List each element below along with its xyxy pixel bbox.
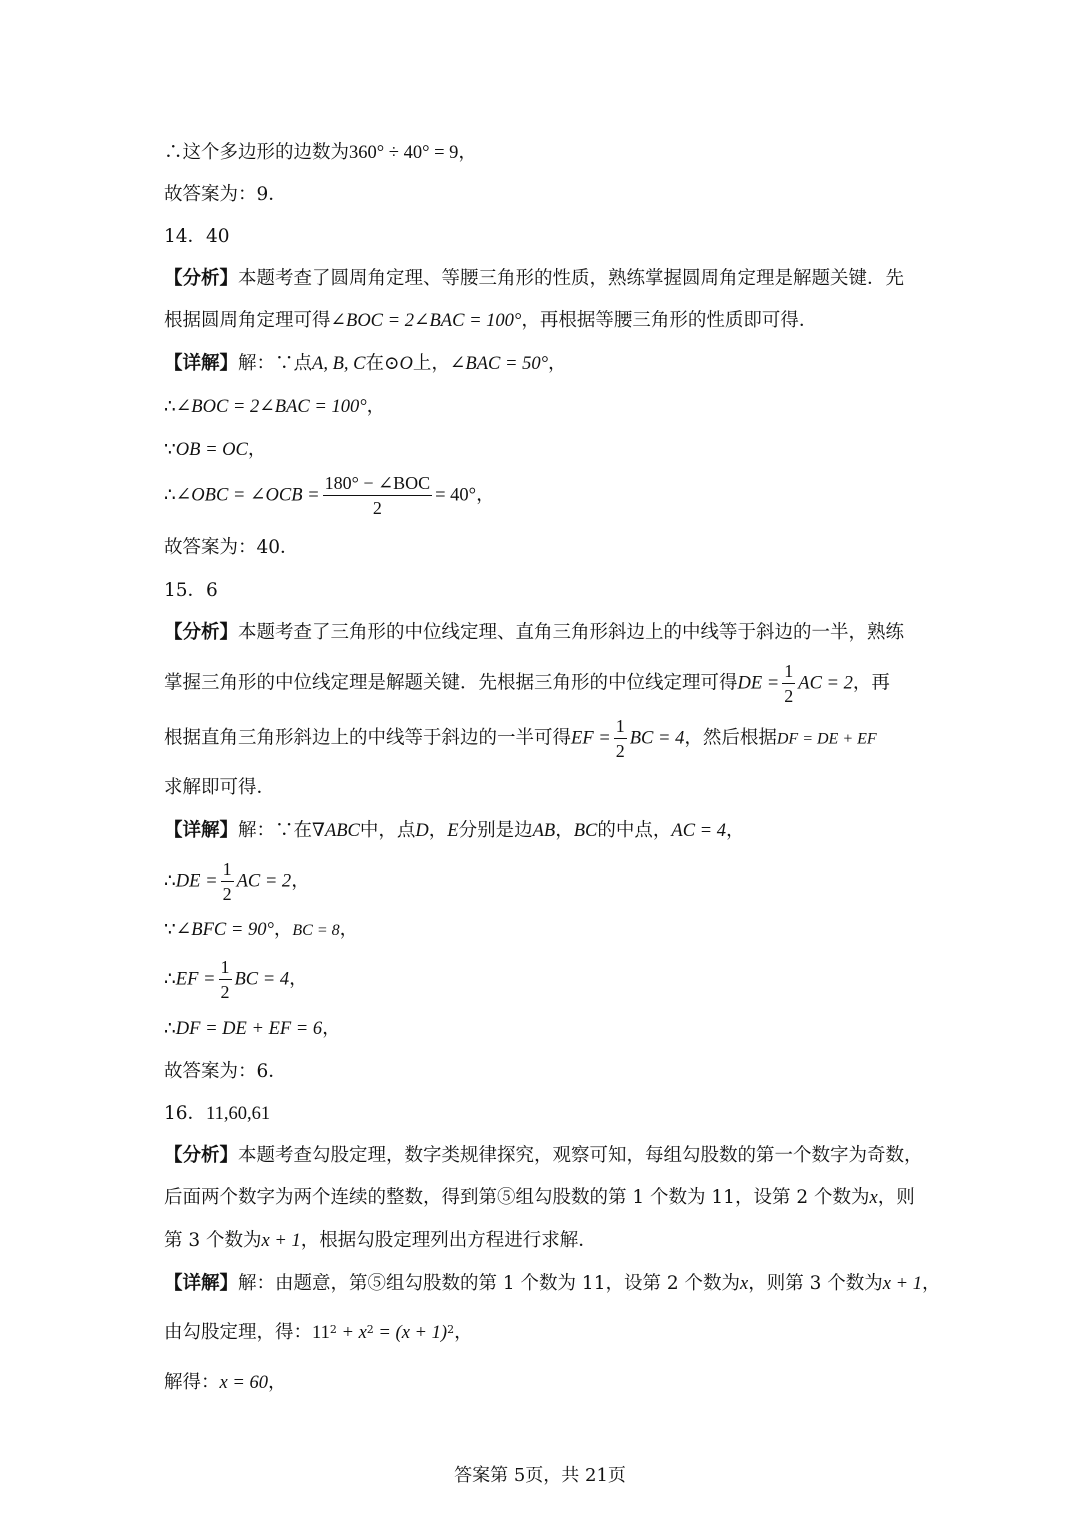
superscript: 2 <box>447 1323 455 1336</box>
analysis-16-line-2 <box>164 1185 924 1211</box>
math: ∠BFC = 90° <box>175 920 274 940</box>
detail-15-line-1 <box>164 818 924 844</box>
math: ⊙O <box>384 354 413 374</box>
text: ， <box>267 1372 287 1393</box>
text: 16． <box>164 1103 207 1124</box>
detail-16-line-1 <box>164 1271 941 1297</box>
text: ， <box>476 484 495 506</box>
math: = (x + 1) <box>373 1323 448 1343</box>
text: ， <box>454 1322 473 1343</box>
text: ， <box>366 396 386 417</box>
math: x + 1 <box>261 1231 301 1251</box>
text: ， <box>547 353 567 374</box>
text: ， <box>289 968 308 990</box>
detail-15-line-2 <box>164 860 924 903</box>
answer-14: 故答案为：40． <box>164 537 299 558</box>
text: ，再根据等腰三角形的性质即可得． <box>521 310 818 331</box>
math: x + 1 <box>882 1274 922 1294</box>
text: 解：∵点 <box>238 353 313 374</box>
text: ∴这个多边形的边数为 <box>164 142 350 163</box>
text: 解得： <box>164 1372 220 1393</box>
fraction <box>323 474 432 517</box>
text: ， <box>247 439 267 460</box>
text: 在 <box>365 353 384 374</box>
detail-14-line-2 <box>164 394 924 420</box>
math: AC = 2 <box>798 673 853 694</box>
detail-tag: 【详解】 <box>164 353 239 374</box>
text: 解：由题意，第⑤组勾股数的第 1 个数为 11，设第 2 个数为 <box>238 1273 741 1294</box>
math: BC = 4 <box>629 728 685 749</box>
math: E <box>447 821 459 841</box>
text: 根据圆周角定理可得 <box>164 310 331 331</box>
analysis-15-line-3 <box>164 717 924 760</box>
question-15-heading: 15．6 <box>164 580 218 601</box>
math: D <box>415 821 429 841</box>
fraction-numerator: 1 <box>219 958 232 980</box>
math: BC <box>573 821 598 841</box>
math: AB <box>532 821 556 841</box>
question-16-heading <box>164 1101 924 1127</box>
fraction <box>221 860 234 903</box>
math: x <box>740 1274 749 1294</box>
text: 上， <box>412 353 450 374</box>
text: ，则第 3 个数为 <box>748 1273 883 1294</box>
fraction-denominator: 2 <box>784 686 794 706</box>
text: 后面两个数字为两个连续的整数，得到第⑤组勾股数的第 1 个数为 11，设第 2 个数为 <box>164 1187 870 1208</box>
text: ， <box>458 142 477 163</box>
math: AC = 4 <box>671 821 727 841</box>
math: 11,60,61 <box>206 1104 271 1124</box>
analysis-15-line-4: 求解即可得． <box>164 777 276 798</box>
fraction <box>614 717 627 760</box>
math: EF = <box>571 728 611 749</box>
math: ∠BOC = 2∠BAC = 100° <box>175 397 367 417</box>
text: ， <box>428 820 448 841</box>
analysis-15-line-2 <box>164 662 924 705</box>
text: ，再 <box>852 672 890 694</box>
text: 第 3 个数为 <box>164 1230 262 1251</box>
text: 分别是边 <box>458 820 533 841</box>
text: 的中点， <box>597 820 672 841</box>
detail-16-line-3 <box>164 1370 924 1396</box>
superscript: 2 <box>329 1323 337 1336</box>
analysis-tag: 【分析】 <box>164 622 239 643</box>
page-footer: 答案第 5页，共 21页 <box>454 1465 626 1486</box>
text: ∴ <box>164 484 176 506</box>
text: 本题考查了三角形的中位线定理、直角三角形斜边上的中线等于斜边的一半，熟练 <box>238 622 905 643</box>
analysis-16-line-3 <box>164 1228 924 1254</box>
text: ， <box>921 1273 941 1294</box>
math: + x <box>336 1323 367 1343</box>
answer-13: 故答案为：9． <box>164 184 287 205</box>
text: 中，点 <box>359 820 416 841</box>
math: DF = DE + EF <box>776 730 877 748</box>
text: ∴ <box>164 968 176 990</box>
question-14-heading: 14．40 <box>164 226 230 247</box>
text: 根据直角三角形斜边上的中线等于斜边的一半可得 <box>164 727 572 749</box>
math: ∠BOC = 2∠BAC = 100° <box>330 311 522 331</box>
math: DE = <box>175 871 218 892</box>
detail-14-line-4 <box>164 474 924 517</box>
superscript: 2 <box>366 1323 374 1336</box>
math: DF = DE + EF = 6 <box>175 1019 323 1039</box>
analysis-tag: 【分析】 <box>164 268 239 289</box>
fraction-numerator: 1 <box>221 860 234 882</box>
text: 本题考查了圆周角定理、等腰三角形的性质，熟练掌握圆周角定理是解题关键．先 <box>238 268 905 289</box>
fraction-denominator: 2 <box>220 982 230 1002</box>
text: ∴ <box>164 396 176 417</box>
math: BC = 8 <box>292 922 340 939</box>
analysis-16-line-1 <box>164 1143 924 1169</box>
fraction <box>219 958 232 1001</box>
text: ∵ <box>164 919 176 940</box>
fraction-denominator: 2 <box>222 884 232 904</box>
math: ∠OBC = ∠OCB = <box>175 485 320 506</box>
fraction-numerator: 1 <box>782 662 795 684</box>
fraction-numerator: 180° − ∠BOC <box>323 474 432 496</box>
math: EF = <box>175 969 216 990</box>
text: 解：∵在 <box>238 820 313 841</box>
math: x = 60 <box>219 1373 268 1393</box>
text: ， <box>273 919 293 940</box>
math: = 40° <box>435 485 477 506</box>
math: ∠BAC = 50° <box>449 354 548 374</box>
text: ， <box>726 820 745 841</box>
text: 本题考查勾股定理，数字类规律探究，观察可知，每组勾股数的第一个数字为奇数， <box>238 1145 923 1166</box>
math: 360° ÷ 40° = 9 <box>349 143 459 163</box>
detail-16-line-2 <box>164 1320 924 1346</box>
detail-14-line-1 <box>164 351 924 377</box>
text: ∴ <box>164 1018 176 1039</box>
fraction-denominator: 2 <box>615 741 625 761</box>
text: ， <box>322 1018 341 1039</box>
analysis-14-line-2 <box>164 308 924 334</box>
math: BC = 4 <box>234 969 290 990</box>
text: ， <box>339 919 359 940</box>
math: DE = <box>737 673 780 694</box>
text: ，则 <box>877 1187 915 1208</box>
text: ∵ <box>164 439 176 460</box>
fraction <box>782 662 795 705</box>
fraction-numerator: 1 <box>614 717 627 739</box>
text: ，然后根据 <box>684 727 777 749</box>
math: AC = 2 <box>236 871 292 892</box>
math: OB = OC <box>175 440 248 460</box>
text: 掌握三角形的中位线定理是解题关键．先根据三角形的中位线定理可得 <box>164 672 738 694</box>
text: ， <box>291 870 310 892</box>
detail-15-line-5 <box>164 1016 924 1042</box>
line-polygon-sides <box>164 140 924 166</box>
text: ∴ <box>164 870 176 892</box>
fraction-denominator: 2 <box>372 498 382 518</box>
answer-15: 故答案为：6． <box>164 1061 287 1082</box>
text: ， <box>555 820 574 841</box>
math: 11 <box>312 1323 330 1343</box>
detail-15-line-3 <box>164 917 924 944</box>
analysis-14-line-1 <box>164 266 924 292</box>
math: ∇ABC <box>312 821 360 841</box>
math: A, B, C <box>312 354 366 374</box>
math: x <box>869 1188 878 1208</box>
detail-15-line-4 <box>164 958 924 1001</box>
detail-tag: 【详解】 <box>164 820 239 841</box>
text: ，根据勾股定理列出方程进行求解． <box>300 1230 597 1251</box>
analysis-15-line-1 <box>164 620 924 646</box>
text: 由勾股定理，得： <box>164 1322 313 1343</box>
analysis-tag: 【分析】 <box>164 1145 239 1166</box>
detail-14-line-3 <box>164 437 924 463</box>
detail-tag: 【详解】 <box>164 1273 239 1294</box>
